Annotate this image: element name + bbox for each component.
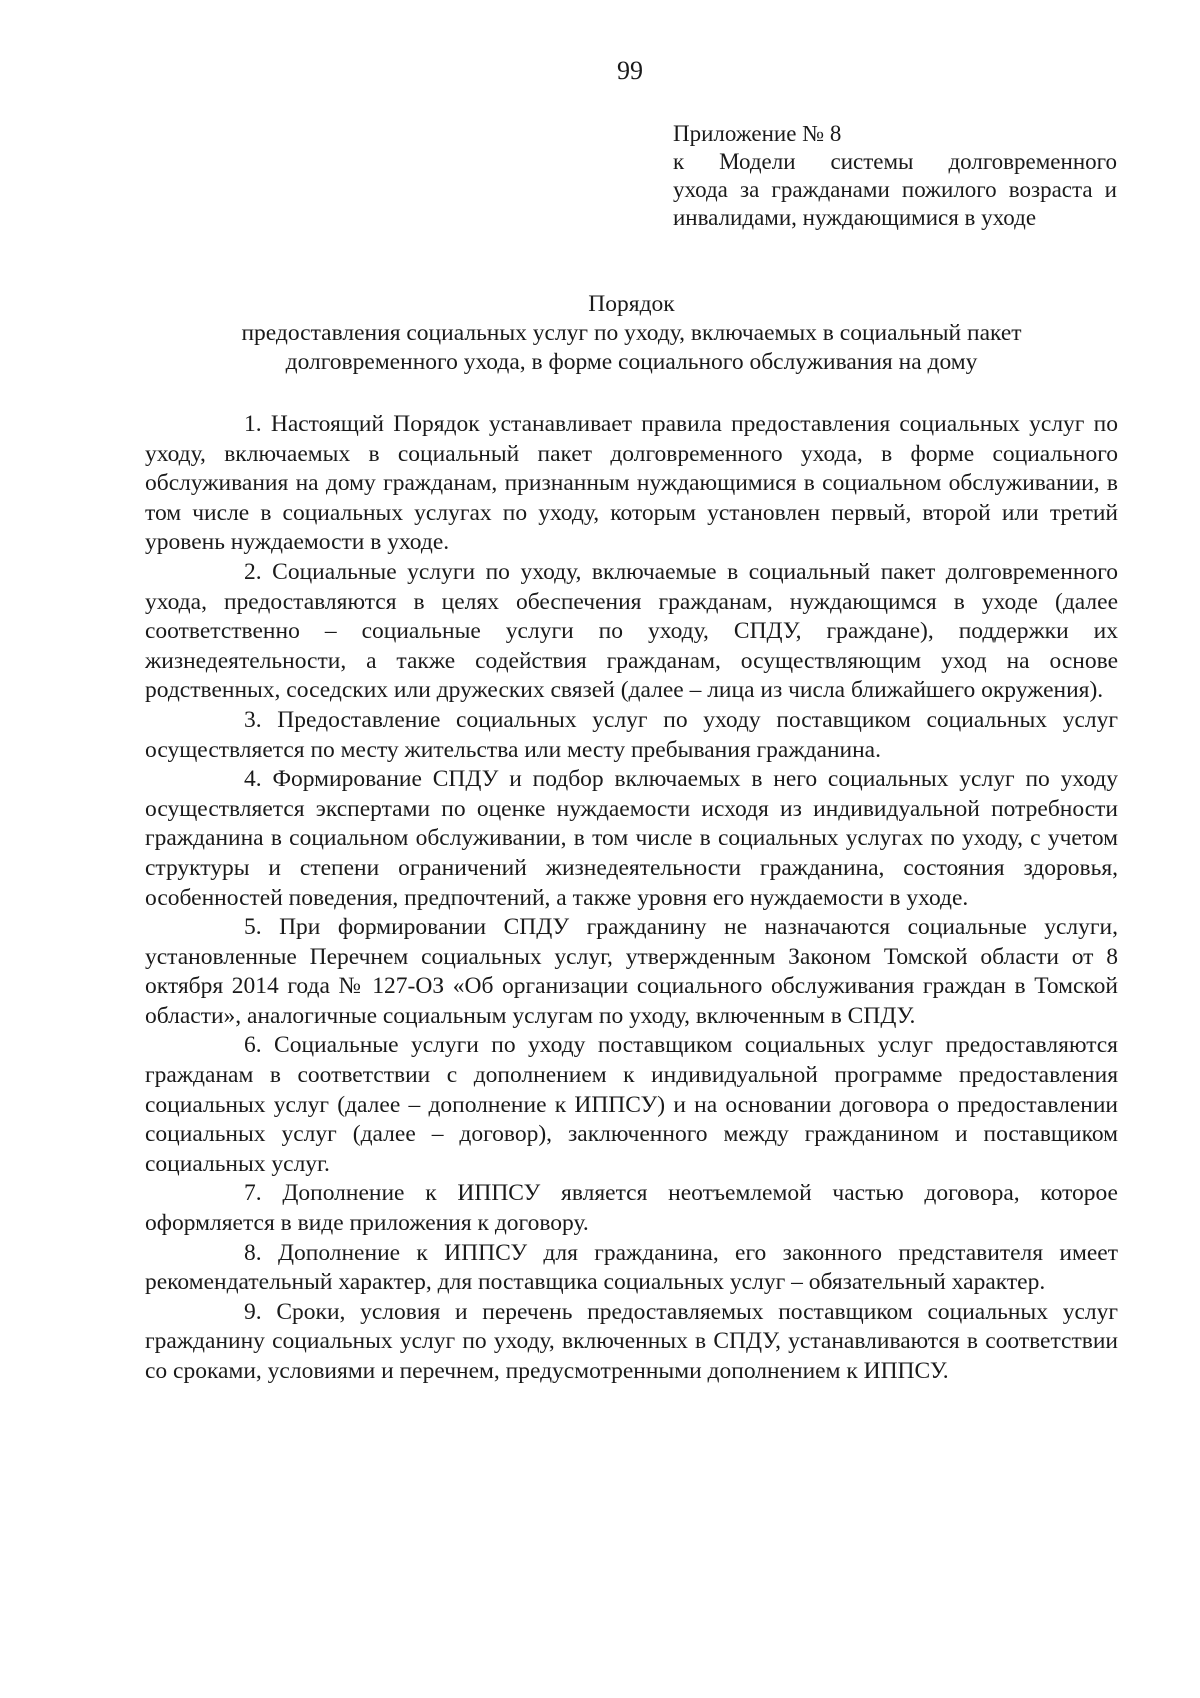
paragraph-4: 4. Формирование СПДУ и подбор включаемых в него социальных услуг по уходу осуществляется экспертами по оценке нуждаемости исходя из индивидуальной потребности гражданина в социальном обслуживании, в том числе в социальных услугах по уходу, с учетом структуры и степени ограничений жизнедеятельности гражданина, состояния здоровья, особенностей поведения, предпочтений, а также уровня его нуждаемости в уходе. [145,766,1118,911]
paragraph-2: 2. Социальные услуги по уходу, включаемые в социальный пакет долговременного ухода, предоставляются в целях обеспечения гражданам, нуждающимся в уходе (далее соответственно – социальные услуги по уходу, СПДУ, граждане), поддержки их жизнедеятельности, а также содействия гражданам, осуществляющим уход на основе родственных, соседских или дружеских связей (далее – лица из числа ближайшего окружения). [145,558,1118,704]
appendix-line-3: ухода за гражданами пожилого возраста и [673,177,1117,202]
document-body [145,410,1118,1387]
appendix-line-2: к Модели системы долговременного [673,149,1117,174]
document-title-block [145,290,1118,377]
appendix-number: Приложение № 8 [673,121,842,146]
paragraph-7: 7. Дополнение к ИППСУ является неотъемлемой частью договора, которое оформляется в виде приложения к договору. [145,1180,1118,1237]
paragraph-3: 3. Предоставление социальных услуг по уходу поставщиком социальных услуг осуществляется по месту жительства или месту пребывания гражданина. [145,706,1118,763]
paragraph-9: 9. Сроки, условия и перечень предоставляемых поставщиком социальных услуг гражданину социальных услуг по уходу, включенных в СПДУ, устанавливаются в соответствии со сроками, условиями и перечнем, предусмотренными дополнением к ИППСУ. [145,1298,1118,1384]
page-number: 99 [617,56,643,85]
paragraph-5: 5. При формировании СПДУ гражданину не назначаются социальные услуги, установленные Перечнем социальных услуг, утвержденным Законом Томской области от 8 октября 2014 года № 127-ОЗ «Об организации социального обслуживания граждан в Томской области», аналогичные социальным услугам по уходу, включенным в СПДУ. [145,914,1118,1029]
appendix-line-4: инвалидами, нуждающимися в уходе [673,205,1037,230]
document-subtitle-line-2: долговременного ухода, в форме социального обслуживания на дому [285,349,978,375]
paragraph-1: 1. Настоящий Порядок устанавливает правила предоставления социальных услуг по уходу, включаемых в социальный пакет долговременного ухода, в форме социального обслуживания на дому гражданам, признанным нуждающимися в социальном обслуживании, в том числе в социальных услугах по уходу, которым установлен первый, второй или третий уровень нуждаемости в уходе. [145,411,1118,556]
appendix-header [673,120,1117,232]
paragraph-6: 6. Социальные услуги по уходу поставщиком социальных услуг предоставляются гражданам в соответствии с дополнением к индивидуальной программе предоставления социальных услуг (далее – дополнение к ИППСУ) и на основании договора о предоставлении социальных услуг (далее – договор), заключенного между гражданином и поставщиком социальных услуг. [145,1032,1118,1177]
document-subtitle-line-1: предоставления социальных услуг по уходу, включаемых в социальный пакет [241,320,1022,346]
paragraph-8: 8. Дополнение к ИППСУ для гражданина, его законного представителя имеет рекомендательный характер, для поставщика социальных услуг – обязательный характер. [145,1239,1118,1296]
document-title: Порядок [588,291,675,317]
